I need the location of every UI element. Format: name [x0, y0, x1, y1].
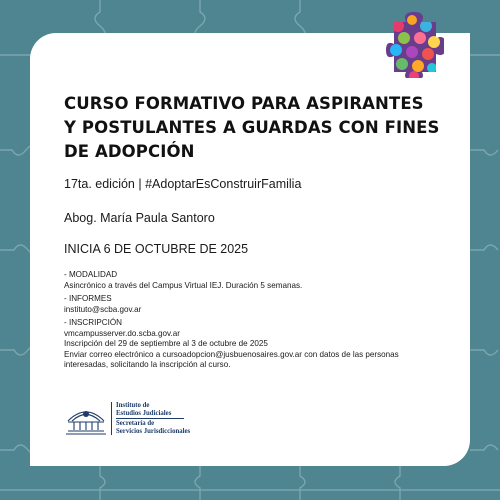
inscripcion-section	[64, 318, 444, 371]
logo-divider	[116, 418, 184, 419]
modalidad-section	[64, 270, 444, 291]
institution-logo	[64, 401, 244, 437]
logo-line-2: Estudios Judiciales	[116, 409, 172, 417]
puzzle-piece-icon	[386, 12, 444, 78]
start-date: INICIA 6 DE OCTUBRE DE 2025	[64, 242, 249, 256]
logo-line-3: Secretaría de	[116, 420, 155, 428]
informes-email[interactable]: instituto@scba.gov.ar	[64, 304, 142, 314]
informes-section	[64, 294, 444, 315]
logo-line-1: Instituto de	[116, 402, 150, 409]
inscripcion-url[interactable]: vmcampusserver.do.scba.gov.ar	[64, 328, 180, 338]
informes-heading: - INFORMES	[64, 294, 112, 303]
inscripcion-heading: - INSCRIPCIÓN	[64, 318, 123, 327]
edition-hashtag: 17ta. edición | #AdoptarEsConstruirFamilia	[64, 177, 302, 191]
inscripcion-instructions-1: Enviar correo electrónico a cursoadopcion@jusbuenosaires.gov.ar con datos de las personas	[64, 349, 399, 359]
title-line-1: CURSO FORMATIVO PARA ASPIRANTES	[64, 94, 424, 113]
modalidad-heading: - MODALIDAD	[64, 270, 118, 279]
author-name: Abog. María Paula Santoro	[64, 211, 215, 225]
court-emblem-icon	[64, 401, 108, 437]
modalidad-text: Asincrónico a través del Campus Virtual IEJ. Duración 5 semanas.	[64, 280, 303, 290]
inscripcion-dates: Inscripción del 29 de septiembre al 3 de octubre de 2025	[64, 339, 268, 348]
title-line-3: DE ADOPCIÓN	[64, 142, 195, 161]
logo-text	[111, 402, 190, 435]
course-title	[64, 92, 444, 164]
course-info	[64, 270, 444, 374]
logo-line-4: Servicios Jurisdiccionales	[116, 427, 191, 435]
title-line-2: Y POSTULANTES A GUARDAS CON FINES	[64, 118, 440, 137]
inscripcion-instructions-2: interesadas, solicitando la inscripción al curso.	[64, 360, 231, 369]
